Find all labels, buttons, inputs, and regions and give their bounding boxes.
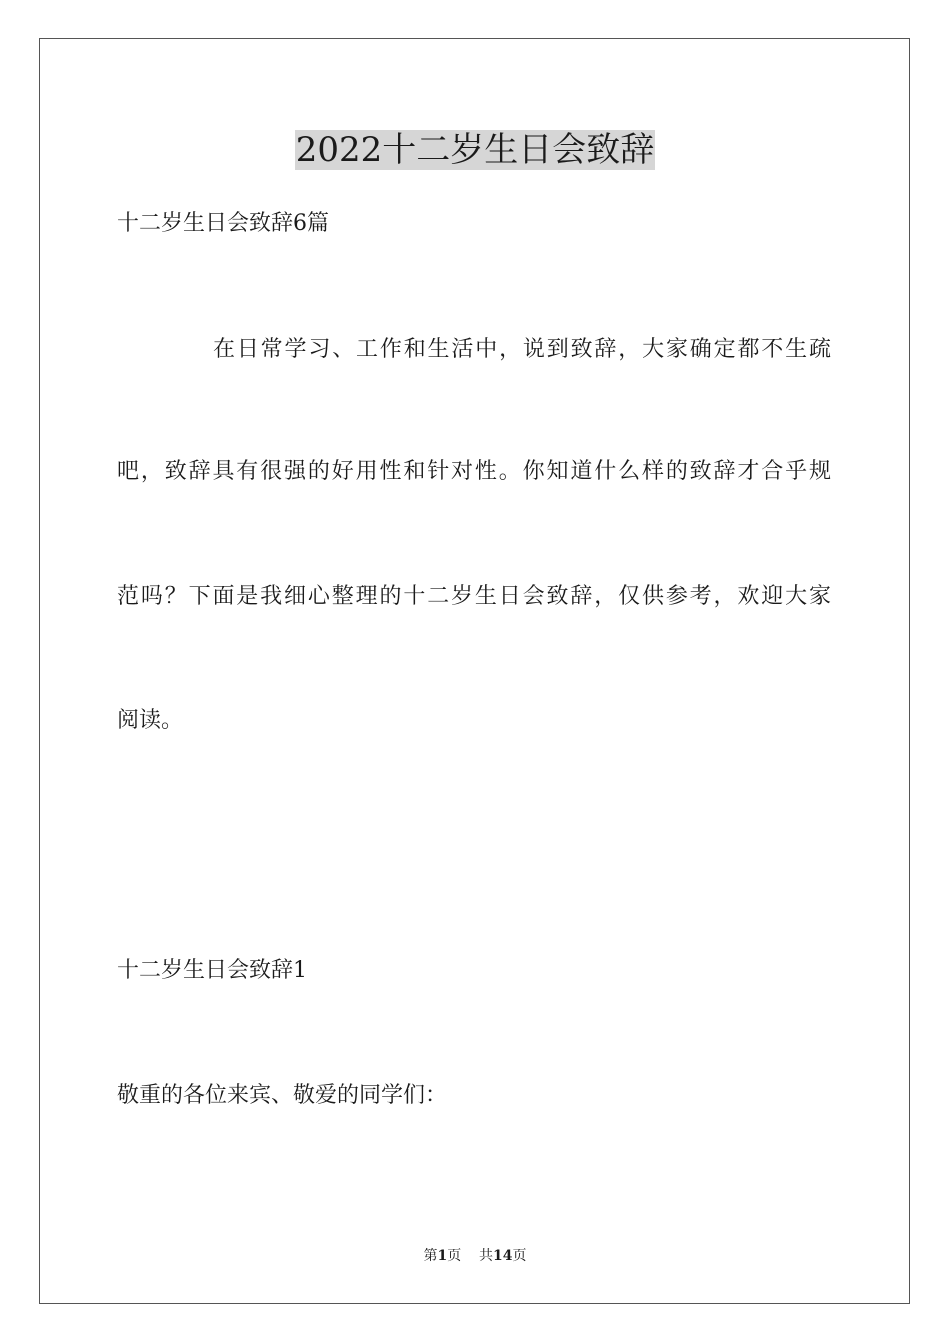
- total-pages: 14: [493, 1248, 513, 1264]
- intro-line-2: 吧，致辞具有很强的好用性和针对性。你知道什么样的致辞才合乎规: [117, 459, 831, 484]
- document-subtitle: 十二岁生日会致辞6篇: [117, 211, 329, 236]
- page-footer: [0, 1246, 950, 1266]
- document-title-text: 2022十二岁生日会致辞: [295, 130, 655, 170]
- intro-line-3: 范吗？下面是我细心整理的十二岁生日会致辞，仅供参考，欢迎大家: [117, 584, 831, 609]
- total-prefix: 共: [479, 1248, 494, 1264]
- section-heading: 十二岁生日会致辞1: [117, 958, 307, 983]
- intro-line-4: 阅读。: [117, 708, 184, 733]
- intro-line-1: 在日常学习、工作和生活中，说到致辞，大家确定都不生疏: [213, 337, 831, 362]
- salutation: 敬重的各位来宾、敬爱的同学们：: [117, 1083, 448, 1108]
- document-title: [0, 128, 950, 172]
- total-suffix: 页: [512, 1248, 527, 1264]
- page-suffix: 页: [447, 1248, 462, 1264]
- page-prefix: 第: [423, 1248, 438, 1264]
- page-number: 1: [437, 1248, 448, 1264]
